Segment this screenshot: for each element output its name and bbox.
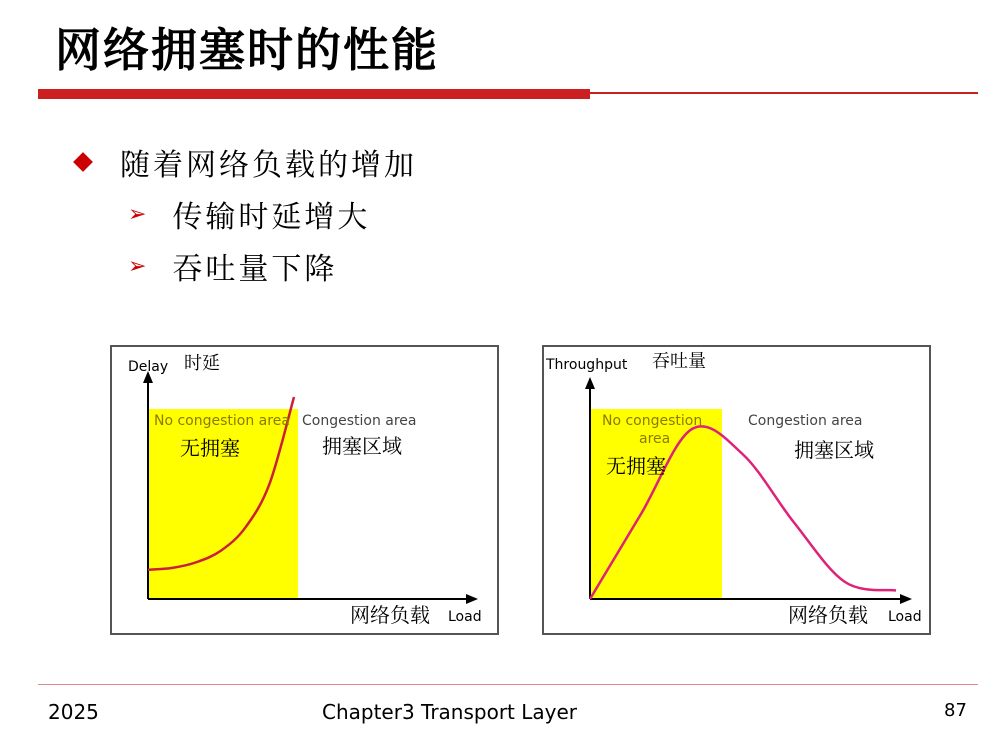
footer-divider bbox=[38, 684, 978, 685]
arrow-bullet-icon: ➢ bbox=[128, 201, 147, 227]
footer-chapter: Chapter3 Transport Layer bbox=[322, 700, 578, 724]
sub-bullet-throughput bbox=[128, 244, 337, 288]
title-underline-thin bbox=[590, 92, 978, 94]
x-axis-arrow-icon bbox=[466, 594, 478, 604]
bullet-main-text: 随着网络负载的增加 bbox=[120, 148, 417, 183]
slide-title: 网络拥塞时的性能 bbox=[55, 23, 439, 77]
region-label-congestion: Congestion area bbox=[748, 413, 863, 429]
region-label-congestion: Congestion area bbox=[302, 413, 417, 429]
x-axis-label-cn: 网络负载 bbox=[788, 603, 868, 627]
diamond-bullet-icon bbox=[73, 152, 93, 172]
region-label-no-congestion-cn: 无拥塞 bbox=[180, 436, 240, 460]
region-label-no-congestion: No congestion area bbox=[154, 413, 290, 429]
bullet-main bbox=[70, 140, 417, 184]
sub-bullet-text: 传输时延增大 bbox=[172, 200, 371, 235]
title-underline-thick bbox=[38, 89, 590, 99]
y-axis-arrow-icon bbox=[585, 377, 595, 389]
y-axis-label-cn: 吞吐量 bbox=[652, 351, 706, 372]
x-axis-label: Load bbox=[888, 609, 922, 625]
delay-chart bbox=[110, 345, 499, 635]
sub-bullet-text: 吞吐量下降 bbox=[172, 252, 338, 287]
arrow-bullet-icon: ➢ bbox=[128, 253, 147, 279]
x-axis-label-cn: 网络负载 bbox=[350, 603, 430, 627]
footer-page-number: 87 bbox=[944, 700, 967, 721]
delay-chart-svg bbox=[112, 347, 497, 633]
region-label-no-congestion-cn: 无拥塞 bbox=[606, 454, 666, 478]
region-label-congestion-cn: 拥塞区域 bbox=[322, 434, 402, 458]
region-label-congestion-cn: 拥塞区域 bbox=[794, 438, 874, 462]
x-axis-arrow-icon bbox=[900, 594, 912, 604]
y-axis-label: Delay bbox=[128, 359, 169, 375]
x-axis-label: Load bbox=[448, 609, 482, 625]
throughput-chart bbox=[542, 345, 931, 635]
sub-bullet-delay bbox=[128, 192, 370, 236]
y-axis-label-cn: 时延 bbox=[184, 353, 220, 374]
footer-year: 2025 bbox=[48, 700, 99, 724]
region-label-no-congestion: No congestion area bbox=[602, 413, 703, 447]
throughput-chart-svg bbox=[544, 347, 929, 633]
y-axis-label: Throughput bbox=[546, 357, 628, 373]
